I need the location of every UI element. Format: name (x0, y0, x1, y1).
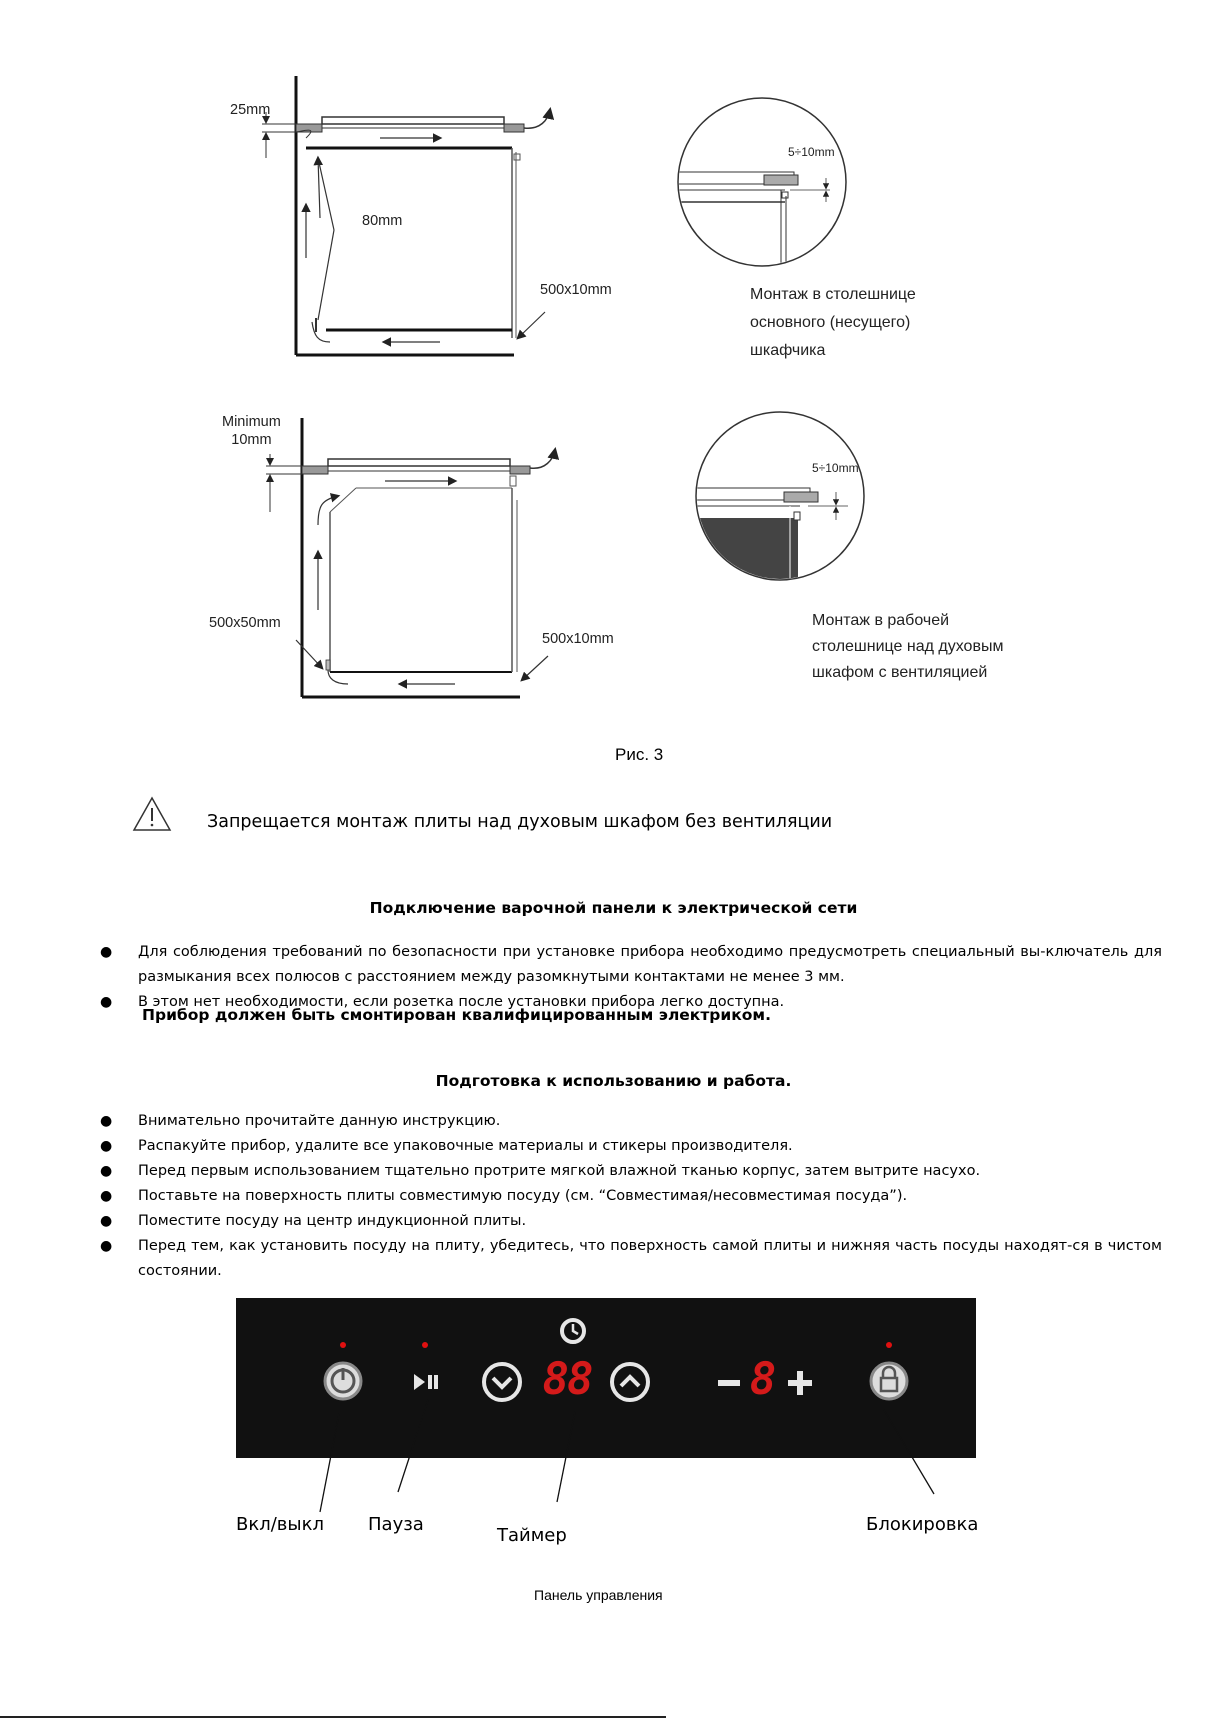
list-item: ● Перед первым использованием тщательно протрите мягкой влажной тканью корпус, затем вытрите насухо. (100, 1163, 981, 1179)
electrician-note: Прибор должен быть смонтирован квалифицированным электриком. (142, 1006, 771, 1024)
figure1-caption-line: основного (несущего) (750, 314, 911, 331)
list-item: ● В этом нет необходимости, если розетка после установки прибора легко доступна. (100, 994, 785, 1010)
pause-label: Пауза (368, 1514, 424, 1535)
power-level-display: 8 (749, 1354, 777, 1405)
warning-text: Запрещается монтаж плиты над духовым шкафом без вентиляции (207, 812, 833, 832)
vent-label: 80mm (362, 213, 403, 229)
lock-label: Блокировка (866, 1514, 979, 1535)
list-item: ● Перед тем, как установить посуду на плиту, убедитесь, что поверхность самой плиты и нижняя часть посуды находят-ся в чистом состоянии. (100, 1238, 1162, 1279)
list-item-text: Распакуйте прибор, удалите все упаковочные материалы и стикеры производителя. (138, 1138, 793, 1154)
detail-gap-label-2: 5÷10mm (812, 461, 859, 475)
section-title: Подготовка к использованию и работа. (435, 1072, 792, 1090)
timer-label: Таймер (497, 1525, 567, 1546)
figure-caption: Рис. 3 (615, 745, 664, 764)
figure2-caption-line: шкафом с вентиляцией (812, 664, 988, 681)
list-item: ● Поставьте на поверхность плиты совместимую посуду (см. “Совместимая/несовместимая посуда”). (100, 1188, 908, 1204)
figure2-caption-line: столешнице над духовым (812, 638, 1004, 655)
list-item-text: В этом нет необходимости, если розетка после установки прибора легко доступна. (138, 994, 785, 1010)
list-item-text: Перед тем, как установить посуду на плиту, убедитесь, что поверхность самой плиты и нижняя часть посуды находят-ся в чистом состоянии. (138, 1238, 1162, 1279)
minimum-label-line: 10mm (231, 432, 272, 448)
list-item: ● Поместите посуду на центр индукционной плиты. (100, 1213, 527, 1229)
figure1-caption-line: шкафчика (750, 342, 826, 359)
list-item-text: Перед первым использованием тщательно протрите мягкой влажной тканью корпус, затем вытрите насухо. (138, 1163, 981, 1179)
page-bottom-rule (0, 1716, 666, 1718)
list-item-text: Поместите посуду на центр индукционной плиты. (138, 1213, 527, 1229)
panel-caption: Панель управления (534, 1587, 663, 1603)
figure1-caption-line: Монтаж в столешнице (750, 286, 916, 303)
minimum-label-line: Minimum (222, 414, 281, 430)
list-item: ● Для соблюдения требований по безопасности при установке прибора необходимо предусмотреть специальный вы-ключатель для размыкания всех полюсов с расстоянием между разомкнутыми контактами не менее 3 мм. (100, 944, 1162, 985)
list-item-text: Для соблюдения требований по безопасности при установке прибора необходимо предусмотреть специальный вы-ключатель для размыкания всех полюсов с расстоянием между разомкнутыми контактами не менее 3 мм. (138, 944, 1162, 985)
power-label: Вкл/выкл (236, 1514, 324, 1535)
list-item: ● Распакуйте прибор, удалите все упаковочные материалы и стикеры производителя. (100, 1138, 793, 1154)
rear-gap-label: 500x10mm (540, 282, 612, 298)
bottom-gap-label: 500x50mm (209, 615, 281, 631)
gap-label: 25mm (230, 102, 271, 118)
list-item-text: Внимательно прочитайте данную инструкцию. (138, 1113, 501, 1129)
figure2-caption-line: Монтаж в рабочей (812, 612, 950, 629)
list-item: ● Внимательно прочитайте данную инструкцию. (100, 1113, 501, 1129)
section-title: Подключение варочной панели к электрической сети (369, 899, 858, 917)
list-item-text: Поставьте на поверхность плиты совместимую посуду (см. “Совместимая/несовместимая посуда”). (138, 1188, 908, 1204)
rear-gap-label-2: 500x10mm (542, 631, 614, 647)
detail-gap-label: 5÷10mm (788, 145, 835, 159)
timer-display: 88 (542, 1354, 592, 1405)
